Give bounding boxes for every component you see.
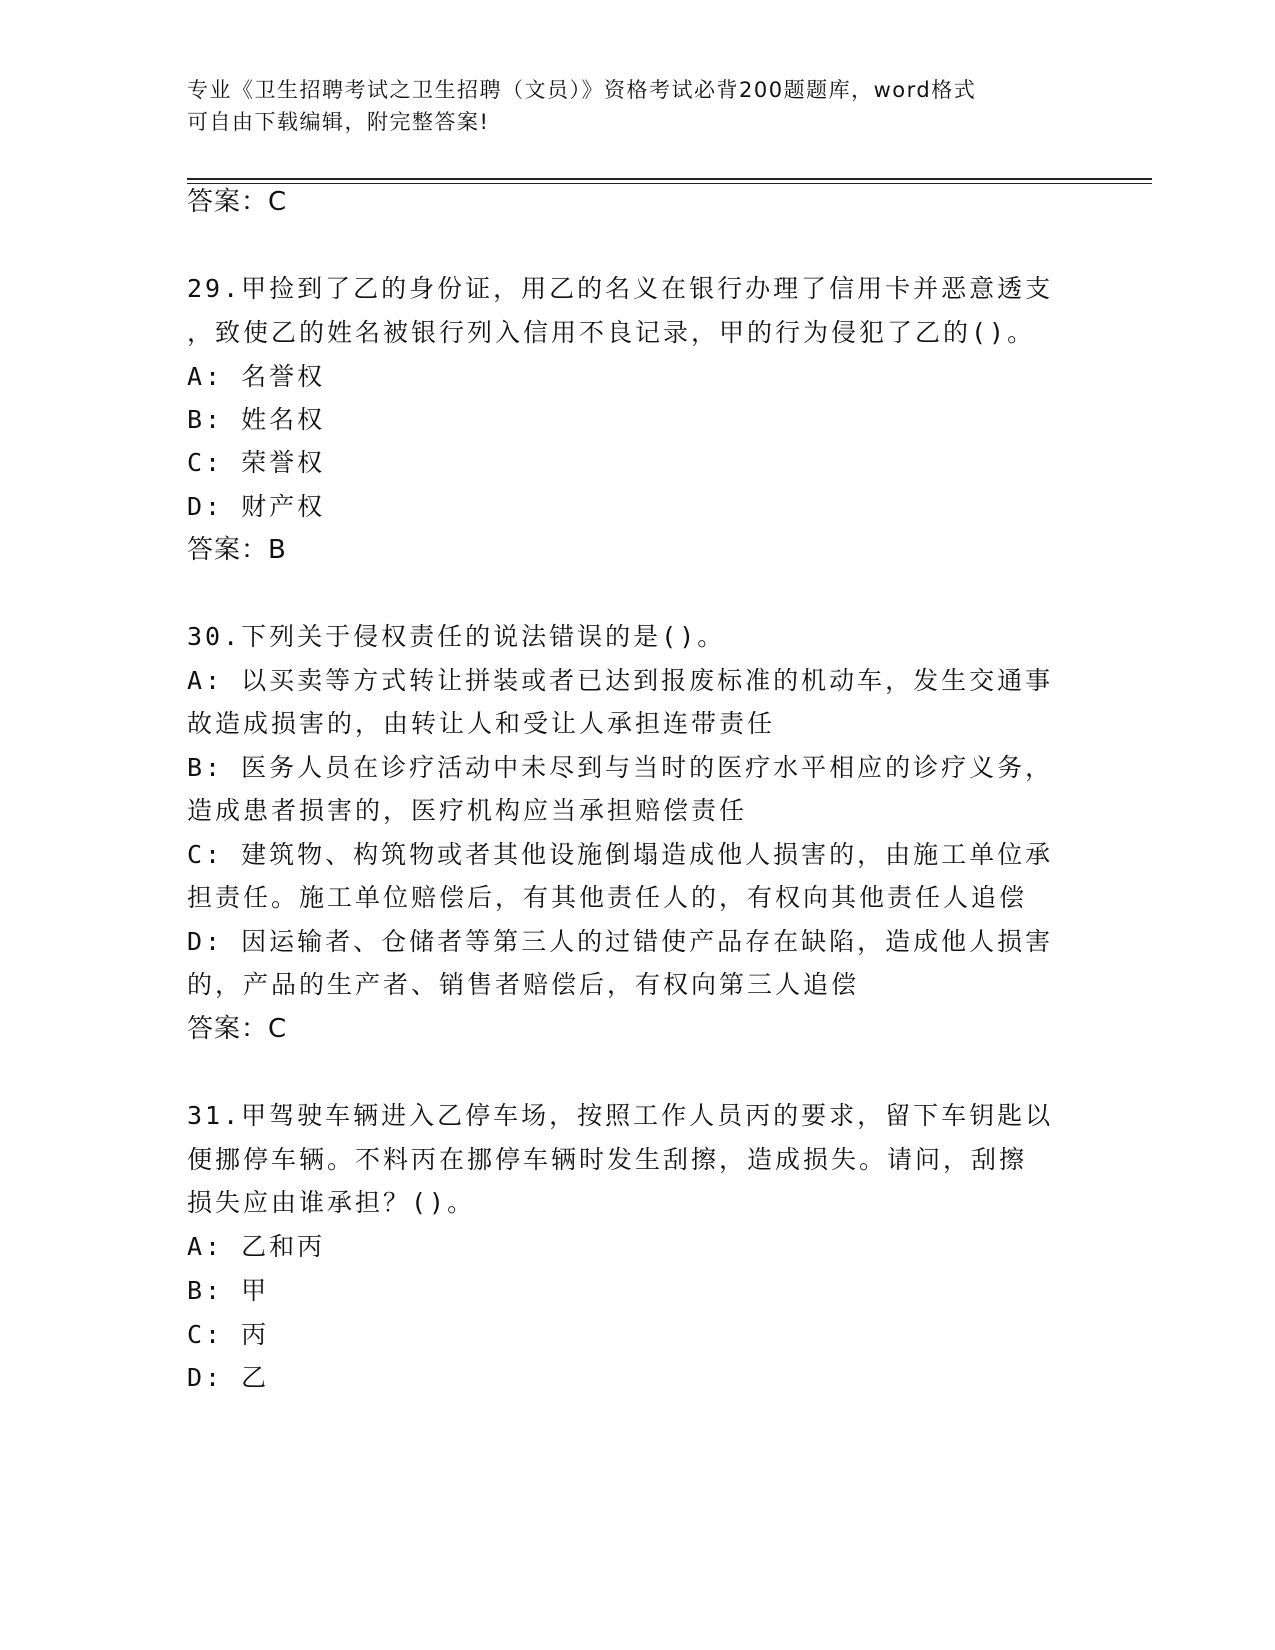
header-line-1: 专业《卫生招聘考试之卫生招聘（文员）》资格考试必背200题题库，word格式 — [187, 78, 977, 102]
question-31-option-b: B: 甲 — [187, 1276, 270, 1305]
question-31-stem-line-3: 损失应由谁承担？()。 — [187, 1188, 476, 1217]
question-30-option-b-line-2: 造成患者损害的，医疗机构应当承担赔偿责任 — [187, 796, 748, 825]
answer-29: 答案：B — [187, 535, 287, 565]
question-29-stem-line-2: ，致使乙的姓名被银行列入信用不良记录，甲的行为侵犯了乙的()。 — [187, 318, 1036, 347]
question-30-option-c-line-2: 担责任。施工单位赔偿后，有其他责任人的，有权向其他责任人追偿 — [187, 883, 1028, 912]
question-29-stem-line-1: 29.甲捡到了乙的身份证，用乙的名义在银行办理了信用卡并恶意透支 — [187, 274, 1054, 303]
question-30-option-d-line-1: D: 因运输者、仓储者等第三人的过错使产品存在缺陷，造成他人损害 — [187, 927, 1054, 956]
question-29-option-a: A: 名誉权 — [187, 362, 326, 391]
document-header — [187, 74, 1067, 138]
question-30-option-b-line-1: B: 医务人员在诊疗活动中未尽到与当时的医疗水平相应的诊疗义务， — [187, 753, 1054, 782]
question-31-option-c: C: 丙 — [187, 1320, 270, 1349]
question-31-stem-line-1: 31.甲驾驶车辆进入乙停车场，按照工作人员丙的要求，留下车钥匙以 — [187, 1101, 1054, 1130]
question-30-option-a-line-2: 故造成损害的，由转让人和受让人承担连带责任 — [187, 709, 776, 738]
question-31-option-d: D: 乙 — [187, 1363, 270, 1392]
header-line-2: 可自由下载编辑，附完整答案! — [187, 110, 490, 134]
question-30-option-a-line-1: A: 以买卖等方式转让拼装或者已达到报废标准的机动车，发生交通事 — [187, 666, 1054, 695]
question-30-option-d-line-2: 的，产品的生产者、销售者赔偿后，有权向第三人追偿 — [187, 970, 860, 999]
answer-30: 答案：C — [187, 1014, 288, 1044]
question-30-option-c-line-1: C: 建筑物、构筑物或者其他设施倒塌造成他人损害的，由施工单位承 — [187, 840, 1054, 869]
header-rule-thick — [187, 178, 1152, 180]
question-29-option-d: D: 财产权 — [187, 492, 326, 521]
question-30-stem: 30.下列关于侵权责任的说法错误的是()。 — [187, 622, 726, 651]
question-29-option-c: C: 荣誉权 — [187, 448, 326, 477]
header-rule-thin — [187, 183, 1152, 184]
question-31-stem-line-2: 便挪停车辆。不料丙在挪停车辆时发生刮擦，造成损失。请问，刮擦 — [187, 1145, 1028, 1174]
question-29-option-b: B: 姓名权 — [187, 405, 326, 434]
question-31-option-a: A: 乙和丙 — [187, 1232, 326, 1261]
answer-28: 答案：C — [187, 187, 288, 217]
